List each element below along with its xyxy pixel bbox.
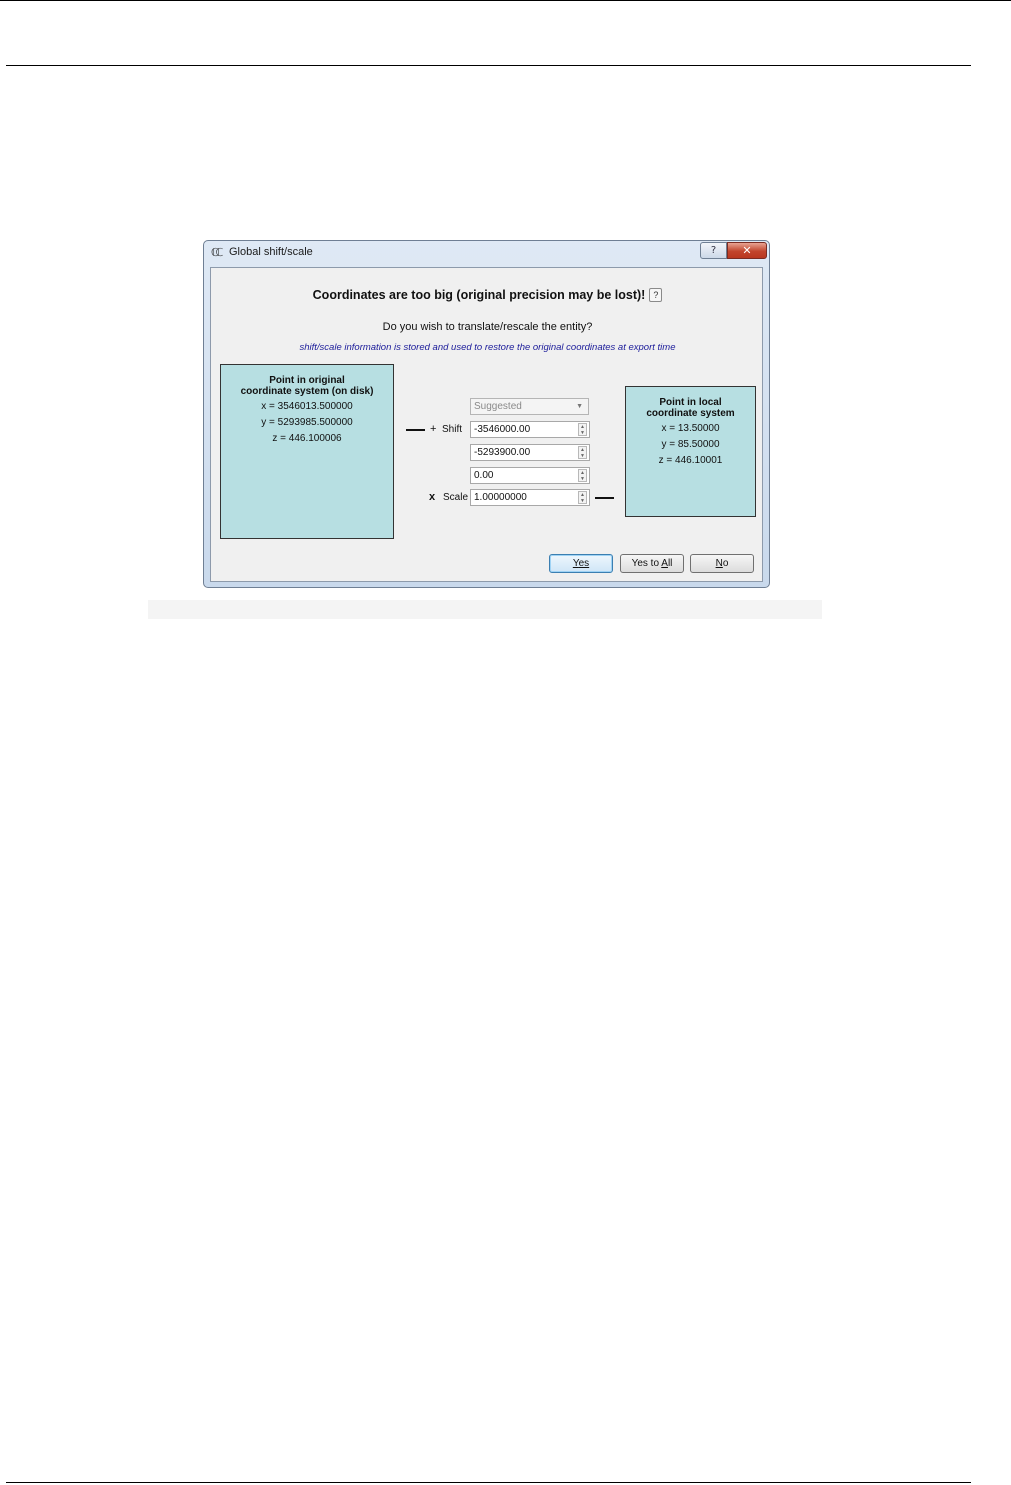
spin-down-arrow-icon[interactable]: ▼ — [580, 498, 585, 504]
plus-operator: + — [430, 423, 437, 435]
preset-combo[interactable] — [470, 398, 589, 415]
spin-up-arrow-icon[interactable]: ▲ — [580, 492, 585, 498]
shift-z-spinbox[interactable] — [470, 467, 590, 484]
spin-down-arrow-icon[interactable]: ▼ — [580, 453, 585, 459]
title-help-button[interactable]: ? — [700, 242, 727, 259]
shift-y-spin-buttons[interactable] — [578, 446, 587, 459]
original-point-title — [221, 375, 393, 397]
yes-to-all-mnemonic: A — [661, 558, 668, 569]
page-top-rule — [0, 0, 1011, 1]
dialog-question: Do you wish to translate/rescale the entity? — [382, 321, 593, 333]
no-mnemonic: N — [715, 558, 723, 569]
dialog-info-note: shift/scale information is stored and used to restore the original coordinates at export time — [299, 342, 676, 353]
local-y: y = 85.50000 — [661, 439, 720, 450]
no-button[interactable] — [690, 554, 754, 573]
spin-up-arrow-icon[interactable]: ▲ — [580, 470, 585, 476]
dialog-body — [210, 267, 763, 582]
chevron-down-icon: ▼ — [576, 403, 583, 410]
local-z: z = 446.10001 — [658, 455, 723, 466]
scale-label: Scale — [443, 492, 469, 503]
yes-button[interactable] — [549, 554, 613, 573]
spin-down-arrow-icon[interactable]: ▼ — [580, 430, 585, 436]
local-point-title — [626, 397, 755, 419]
page-footer-rule — [6, 1482, 971, 1483]
local-point-title-line1: Point in local — [659, 397, 722, 408]
page-header-rule — [6, 65, 971, 66]
shift-x-value: -3546000.00 — [474, 424, 531, 435]
shift-y-spinbox[interactable] — [470, 444, 590, 461]
no-label-rest: o — [722, 558, 729, 569]
headline-help-button[interactable]: ? — [649, 288, 662, 302]
headline-text: Coordinates are too big (original precision may be lost)! — [312, 288, 646, 302]
shift-x-spinbox[interactable] — [470, 421, 590, 438]
spin-down-arrow-icon[interactable]: ▼ — [580, 476, 585, 482]
spin-up-arrow-icon[interactable]: ▲ — [580, 424, 585, 430]
local-x: x = 13.50000 — [661, 423, 720, 434]
shift-x-spin-buttons[interactable] — [578, 423, 587, 436]
figure-caption-band — [148, 600, 822, 619]
shift-z-spin-buttons[interactable] — [578, 469, 587, 482]
shift-label: Shift — [442, 424, 463, 435]
connector-line-left — [406, 429, 425, 431]
original-z: z = 446.100006 — [272, 433, 342, 444]
scale-spin-buttons[interactable] — [578, 491, 587, 504]
original-point-title-line1: Point in original — [269, 375, 345, 386]
yes-to-all-prefix: Yes to — [631, 558, 662, 569]
yes-label-rest: es — [578, 558, 590, 569]
yes-to-all-rest: ll — [667, 558, 673, 569]
close-button[interactable]: ✕ — [727, 242, 767, 259]
times-operator: x — [429, 491, 436, 503]
scale-value: 1.00000000 — [474, 492, 527, 503]
scale-spinbox[interactable] — [470, 489, 590, 506]
original-point-title-line2: coordinate system (on disk) — [240, 386, 374, 397]
title-bar[interactable] — [204, 241, 769, 267]
preset-value: Suggested — [474, 401, 522, 412]
yes-to-all-button[interactable] — [620, 554, 684, 573]
yes-mnemonic: Y — [572, 558, 579, 569]
spin-up-arrow-icon[interactable]: ▲ — [580, 447, 585, 453]
shift-y-value: -5293900.00 — [474, 447, 531, 458]
global-shift-scale-dialog — [203, 240, 770, 588]
original-y: y = 5293985.500000 — [261, 417, 353, 428]
local-point-panel — [625, 386, 756, 517]
original-x: x = 3546013.500000 — [261, 401, 353, 412]
window-title: Global shift/scale — [229, 246, 313, 258]
local-point-title-line2: coordinate system — [646, 408, 735, 419]
shift-z-value: 0.00 — [474, 470, 494, 481]
dialog-headline — [211, 288, 764, 302]
original-point-panel — [220, 364, 394, 539]
connector-line-right — [595, 497, 614, 499]
cloudcompare-icon: ℂℂ — [211, 246, 221, 259]
